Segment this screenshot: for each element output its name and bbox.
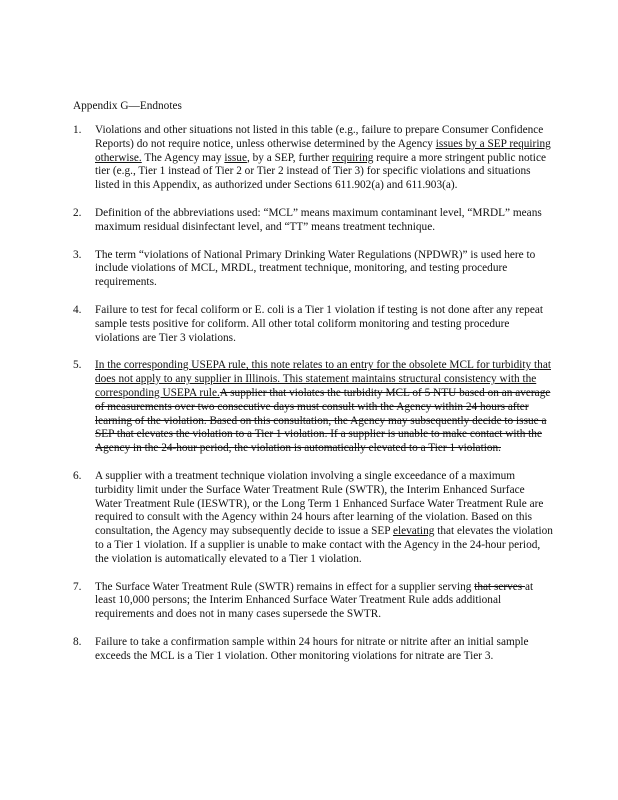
text-segment: Failure to take a confirmation sample within 24 hours for nitrate or nitrite after an initial sample exceeds the MCL is a Tier 1 violation. Other monitoring violations for nitrate are Tier 3. [95,635,529,662]
endnote-text [95,304,553,345]
struck-text: A supplier that violates the turbidity MCL of 5 NTU based on an average of measurements over two consecutive days must consult [95,386,551,413]
text-segment: require a more stringent public notice tier (e.g., Tier 1 instead of Tier 2 or Tier 2 instead of Tier 3) for specific violations and situations listed in this Appendix, as authorized under Sections 611.902(a) and 611.903(a). [95,151,546,192]
endnote-number: 1. [73,124,82,136]
text-segment: The Agency may [141,151,225,164]
endnote-number: 5. [73,359,82,372]
text-segment: Violations and other situations not listed in this table (e.g., failure to prepare Consumer Confidence Reports) do not require notice, unless otherwise determined by the Agency [95,124,544,150]
endnote-item [73,304,553,345]
endnote-text [95,124,553,193]
endnote-item [73,636,553,664]
endnote-item [73,581,553,622]
text-segment: The Surface Water Treatment Rule (SWTR) remains in effect for a supplier serving [95,580,475,593]
inserted-text: issue [224,151,247,164]
endnote-text [95,207,553,235]
endnote-number: 8. [73,635,82,648]
endnotes-list [73,124,553,678]
endnote-item [73,207,553,235]
endnote-text [95,581,553,622]
inserted-text: In the corresponding USEPA rule, this note relates to an entry for the obsolete MCL for turbidity that does not apply to any supplier in Illinois. This statement maintains structural consistency with the corresponding USEPA rule. [95,359,551,399]
inserted-text: elevating [392,525,435,538]
endnote-text [95,249,553,290]
endnote-item [73,470,553,567]
text-segment: that elevates the violation to a Tier 1 violation. If a supplier is unable to make contact with the Agency in the 24-hour period, the violation is automatically elevated to a Tier 1 violation. [95,525,553,565]
endnote-item [73,359,553,456]
text-segment: at least 10,000 persons; the Interim Enhanced Surface Water Treatment Rule adds additional requirements and does not in many cases supersede the SWTR. [95,580,534,621]
endnote-number: 7. [73,580,82,593]
endnote-number: 3. [73,248,82,261]
endnote-text [95,359,553,456]
text-segment: Failure to test for fecal coliform or E. coli is a Tier 1 violation if testing is not done after any repeat sample tests positive for coliform. All other total coliform monitoring and testing procedure violations are Tier 3 violations. [95,303,543,344]
endnote-item [73,249,553,290]
endnote-text [95,470,553,567]
page-title: Appendix G—Endnotes [73,100,182,112]
text-segment: Definition of the abbreviations used: “MCL” means maximum contaminant level, “MRDL” means maximum residual disinfectant level, and “TT” means treatment technique. [95,206,542,233]
inserted-text: issues by a SEP requiring otherwise. [95,137,551,164]
struck-text: with the Agency within 24 hours after learning of the violation. Based on this consultation, the Agency may subsequently decide to issue a SEP that elevates the violation to a Tier 1 violation. If a supplier is unable to make contact with the Agency in the 24-hour period, the violation is automatically elevated to a Tier 1 violation. [95,400,547,455]
endnote-text [95,636,553,664]
struck-text: that serves [474,580,526,593]
text-segment: , by a SEP, further [246,151,333,164]
text-segment: A supplier with a treatment technique violation involving a single exceedance of a maximum turbidity limit under the Surface Water Treatment Rule (SWTR), the Interim Enhanced Surface Water Treatment Rule (IESWTR), or the Long Term 1 Enhanced Surface Water Treatment Rule are required to consult with the Agency within 24 hours after learning of the violation. Based on this consultation, the Agency may subsequently decide to issue a SEP [95,469,544,538]
endnote-number: 6. [73,469,82,482]
endnote-number: 4. [73,303,82,316]
inserted-text: requiring [332,151,374,164]
endnote-number: 2. [73,206,82,219]
text-segment: The term “violations of National Primary Drinking Water Regulations (NPDWR)” is used here to include violations of MCL, MRDL, treatment technique, monitoring, and testing procedure requirements. [95,248,536,289]
endnote-item [73,124,553,193]
